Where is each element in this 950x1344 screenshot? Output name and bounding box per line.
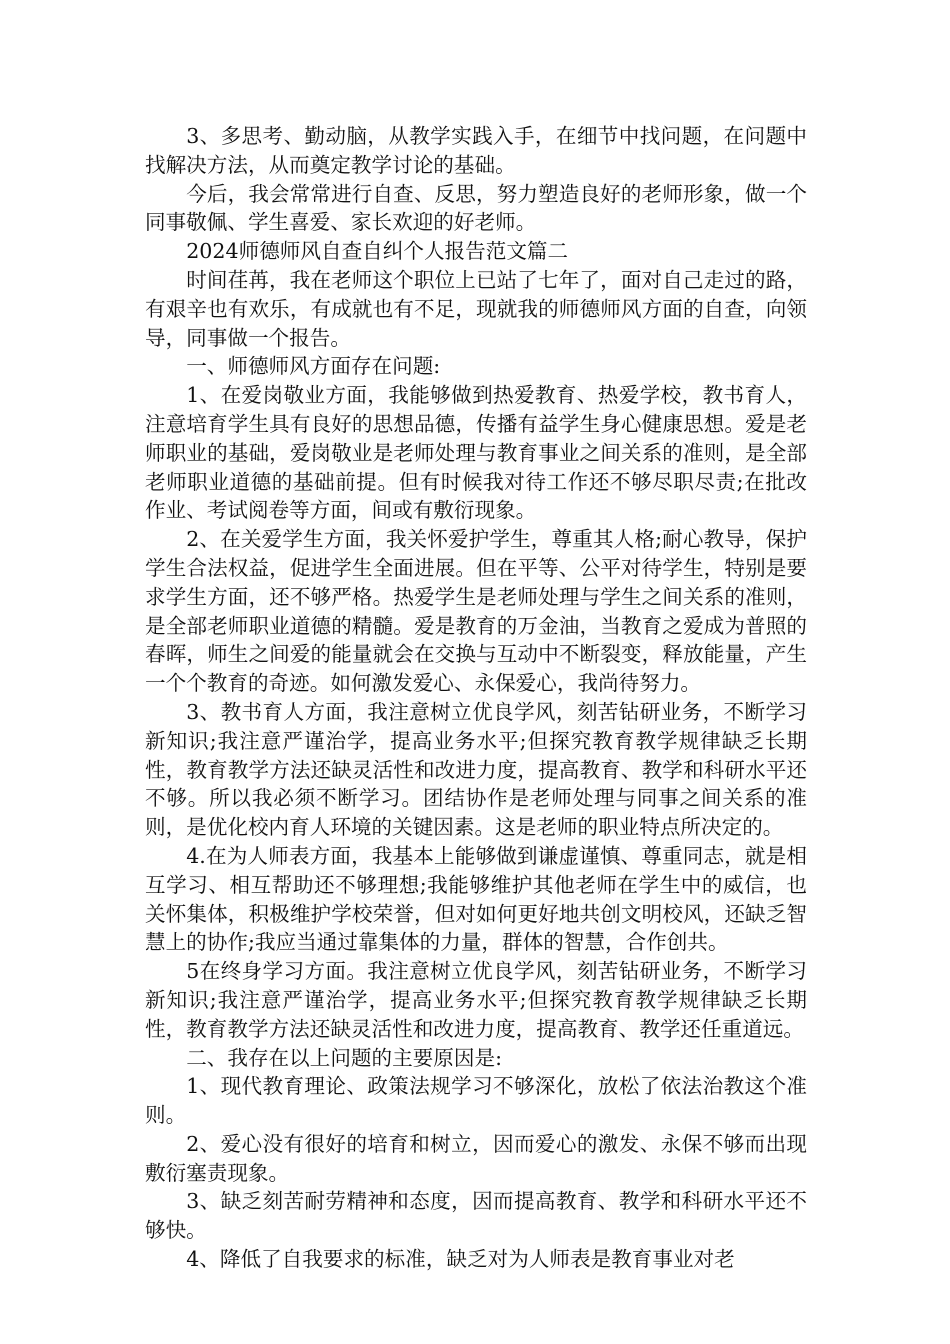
paragraph-cause-4: 4、降低了自我要求的标准，缺乏对为人师表是教育事业对老: [186, 1247, 735, 1272]
paragraph-care-students: 2、在关爱学生方面，我关怀爱护学生，尊重其人格;耐心教导，保护学生合法权益，促进学生全面进展。但在平等、公平对待学生，特别是要求学生方面，还不够严格。热爱学生是老师处理与学生之间关系的准则，是全部老师职业道德的精髓。爱是教育的万金油，当教育之爱成为普照的春晖，师生之间爱的能量就会在交换与互动中不断裂变，释放能量，产生一个个教育的奇迹。如何激发爱心、永保爱心，我尚待努力。: [145, 527, 807, 696]
document-body: [145, 122, 807, 1274]
section-title-part-two: 2024师德师风自查自纠个人报告范文篇二: [186, 239, 569, 264]
paragraph-cause-2: 2、爱心没有很好的培育和树立，因而爱心的激发、永保不够而出现敷衍塞责现象。: [145, 1131, 807, 1185]
paragraph-lifelong-learning: 5在终身学习方面。我注意树立优良学风，刻苦钻研业务，不断学习新知识;我注意严谨治学，提高业务水平;但探究教育教学规律缺乏长期性，教育教学方法还缺灵活性和改进力度，提高教育、教学还任重道远。: [145, 959, 807, 1041]
paragraph-role-model: 4.在为人师表方面，我基本上能够做到谦虚谨慎、尊重同志，就是相互学习、相互帮助还不够理想;我能够维护其他老师在学生中的威信，也关怀集体，积极维护学校荣誉，但对如何更好地共创文明校风，还缺乏智慧上的协作;我应当通过靠集体的力量，群体的智慧，合作创共。: [145, 843, 807, 955]
paragraph-cause-3: 3、缺乏刻苦耐劳精神和态度，因而提高教育、教学和科研水平还不够快。: [145, 1189, 807, 1243]
heading-problems: 一、师德师风方面存在问题:: [186, 354, 441, 379]
paragraph-future-plan: 今后，我会常常进行自查、反思，努力塑造良好的老师形象，做一个同事敬佩、学生喜爱、家长欢迎的好老师。: [145, 181, 807, 235]
paragraph-item-3-think: 3、多思考、勤动脑，从教学实践入手，在细节中找问题，在问题中找解决方法，从而奠定教学讨论的基础。: [145, 124, 807, 177]
heading-causes: 二、我存在以上问题的主要原因是:: [186, 1045, 503, 1070]
paragraph-intro: 时间荏苒，我在老师这个职位上已站了七年了，面对自己走过的路，有艰辛也有欢乐，有成就也有不足，现就我的师德师风方面的自查，向领导，同事做一个报告。: [145, 267, 807, 350]
paragraph-teaching: 3、教书育人方面，我注意树立优良学风，刻苦钻研业务，不断学习新知识;我注意严谨治学，提高业务水平;但探究教育教学规律缺乏长期性，教育教学方法还缺灵活性和改进力度，提高教育、教学和科研水平还不够。所以我必须不断学习。团结协作是老师处理与同事之间关系的准则，是优化校内育人环境的关键因素。这是老师的职业特点所决定的。: [145, 699, 807, 840]
paragraph-cause-1: 1、现代教育理论、政策法规学习不够深化，放松了依法治教这个准则。: [145, 1074, 807, 1128]
paragraph-dedication: 1、在爱岗敬业方面，我能够做到热爱教育、热爱学校，教书育人，注意培育学生具有良好的思想品德，传播有益学生身心健康思想。爱是老师职业的基础，爱岗敬业是老师处理与教育事业之间关系的准则，是全部老师职业道德的基础前提。但有时候我对待工作还不够尽职尽责;在批改作业、考试阅卷等方面，间或有敷衍现象。: [145, 383, 807, 523]
